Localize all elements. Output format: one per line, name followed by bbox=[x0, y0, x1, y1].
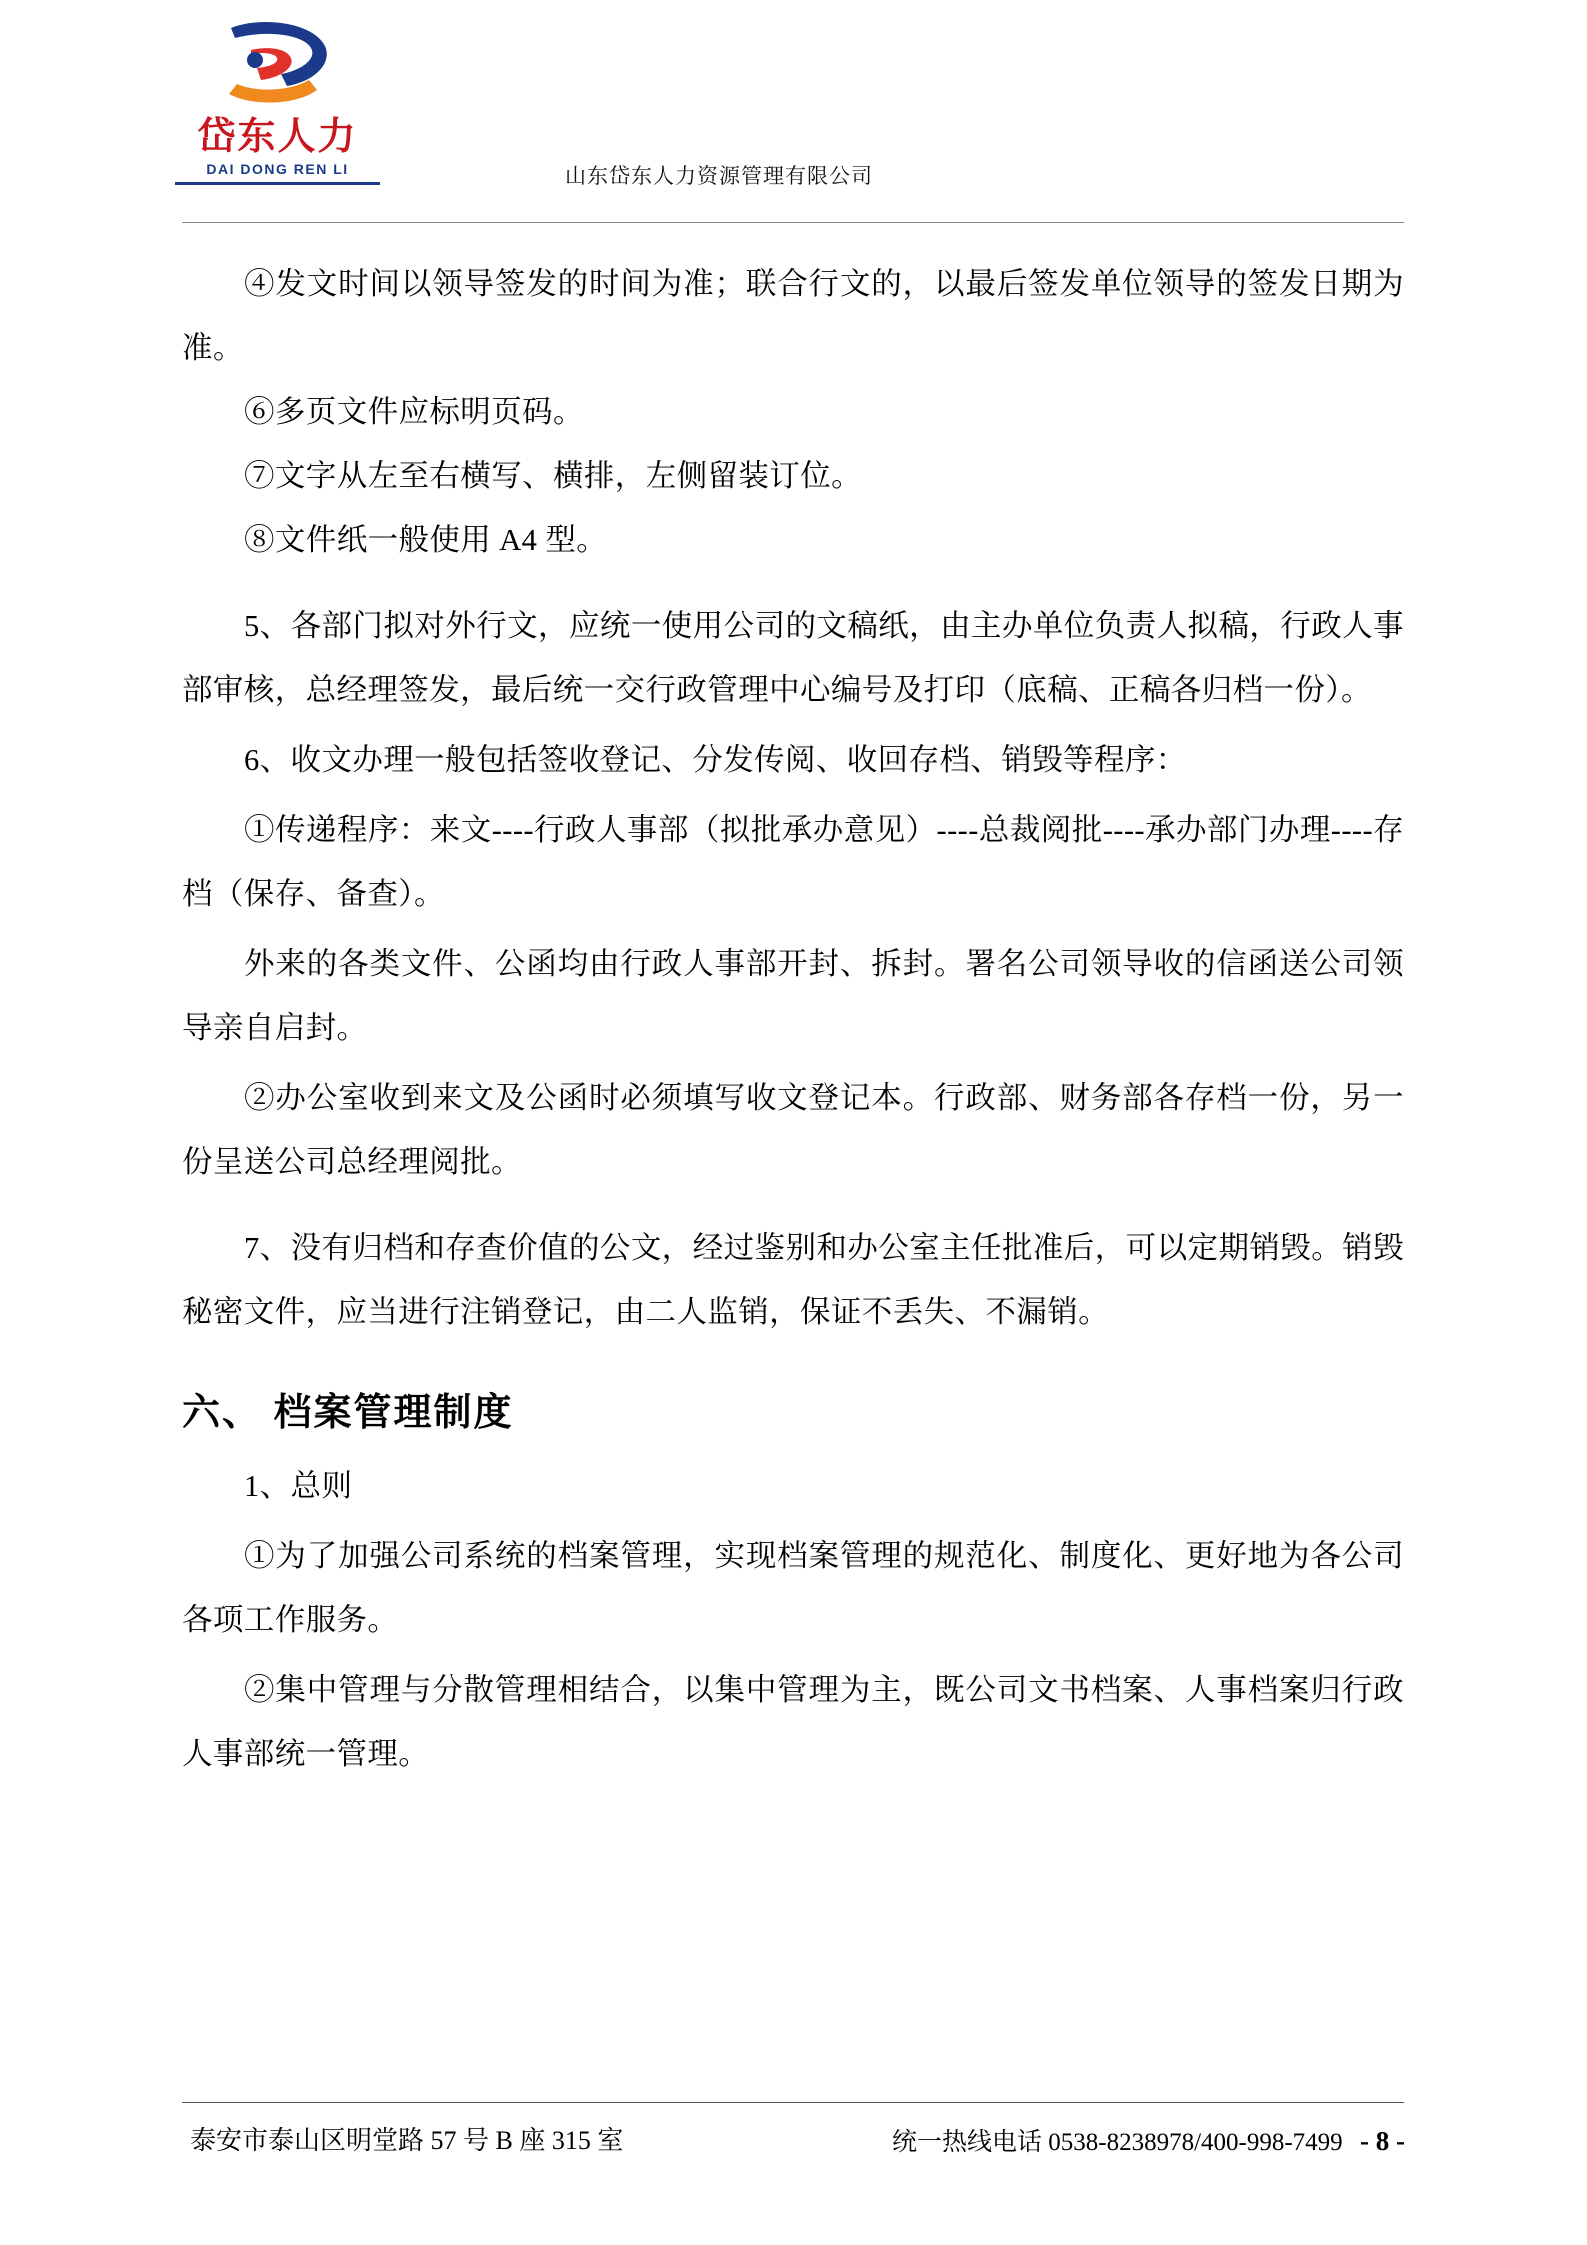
footer-divider bbox=[182, 2102, 1404, 2103]
document-body bbox=[182, 252, 1404, 1786]
logo-swoosh-icon bbox=[221, 20, 333, 108]
footer-address: 泰安市泰山区明堂路 57 号 B 座 315 室 bbox=[190, 2126, 624, 2155]
paragraph: 7、没有归档和存查价值的公文，经过鉴别和办公室主任批准后，可以定期销毁。销毁秘密文件，应当进行注销登记，由二人监销，保证不丢失、不漏销。 bbox=[182, 1231, 1404, 1329]
logo-chinese-name: 岱东人力 bbox=[197, 116, 358, 158]
paragraph: 1、总则 bbox=[244, 1469, 353, 1503]
page-header bbox=[0, 0, 1587, 215]
footer-hotline: 统一热线电话 0538-8238978/400-998-7499 bbox=[892, 2129, 1343, 2156]
paragraph: 外来的各类文件、公函均由行政人事部开封、拆封。署名公司领导收的信函送公司领导亲自启封。 bbox=[182, 947, 1404, 1045]
logo-underline bbox=[175, 182, 380, 185]
paragraph: ④发文时间以领导签发的时间为准；联合行文的，以最后签发单位领导的签发日期为准。 bbox=[182, 267, 1404, 365]
paragraph: ①为了加强公司系统的档案管理，实现档案管理的规范化、制度化、更好地为各公司各项工作服务。 bbox=[182, 1539, 1404, 1637]
header-divider bbox=[182, 222, 1404, 223]
logo-mark-icon bbox=[193, 18, 363, 113]
paragraph: ②集中管理与分散管理相结合，以集中管理为主，既公司文书档案、人事档案归行政人事部统一管理。 bbox=[182, 1673, 1404, 1771]
section-heading: 六、 档案管理制度 bbox=[182, 1392, 514, 1434]
logo-english-name: DAI DONG REN LI bbox=[206, 161, 349, 177]
paragraph: 6、收文办理一般包括签收登记、分发传阅、收回存档、销毁等程序： bbox=[244, 743, 1187, 777]
page-number: - 8 - bbox=[1360, 2126, 1405, 2156]
paragraph: ①传递程序：来文----行政人事部（拟批承办意见）----总裁阅批----承办部门办理----存档（保存、备查）。 bbox=[182, 813, 1404, 911]
company-logo bbox=[170, 18, 385, 193]
paragraph: ⑦文字从左至右横写、横排，左侧留装订位。 bbox=[244, 459, 862, 493]
company-name: 山东岱东人力资源管理有限公司 bbox=[565, 165, 873, 188]
paragraph: 5、各部门拟对外行文，应统一使用公司的文稿纸，由主办单位负责人拟稿，行政人事部审核，总经理签发，最后统一交行政管理中心编号及打印（底稿、正稿各归档一份）。 bbox=[182, 609, 1404, 707]
page-footer bbox=[182, 2112, 1422, 2172]
paragraph: ⑧文件纸一般使用 A4 型。 bbox=[244, 523, 608, 557]
paragraph: ②办公室收到来文及公函时必须填写收文登记本。行政部、财务部各存档一份，另一份呈送公司总经理阅批。 bbox=[182, 1081, 1404, 1179]
paragraph: ⑥多页文件应标明页码。 bbox=[244, 395, 584, 429]
